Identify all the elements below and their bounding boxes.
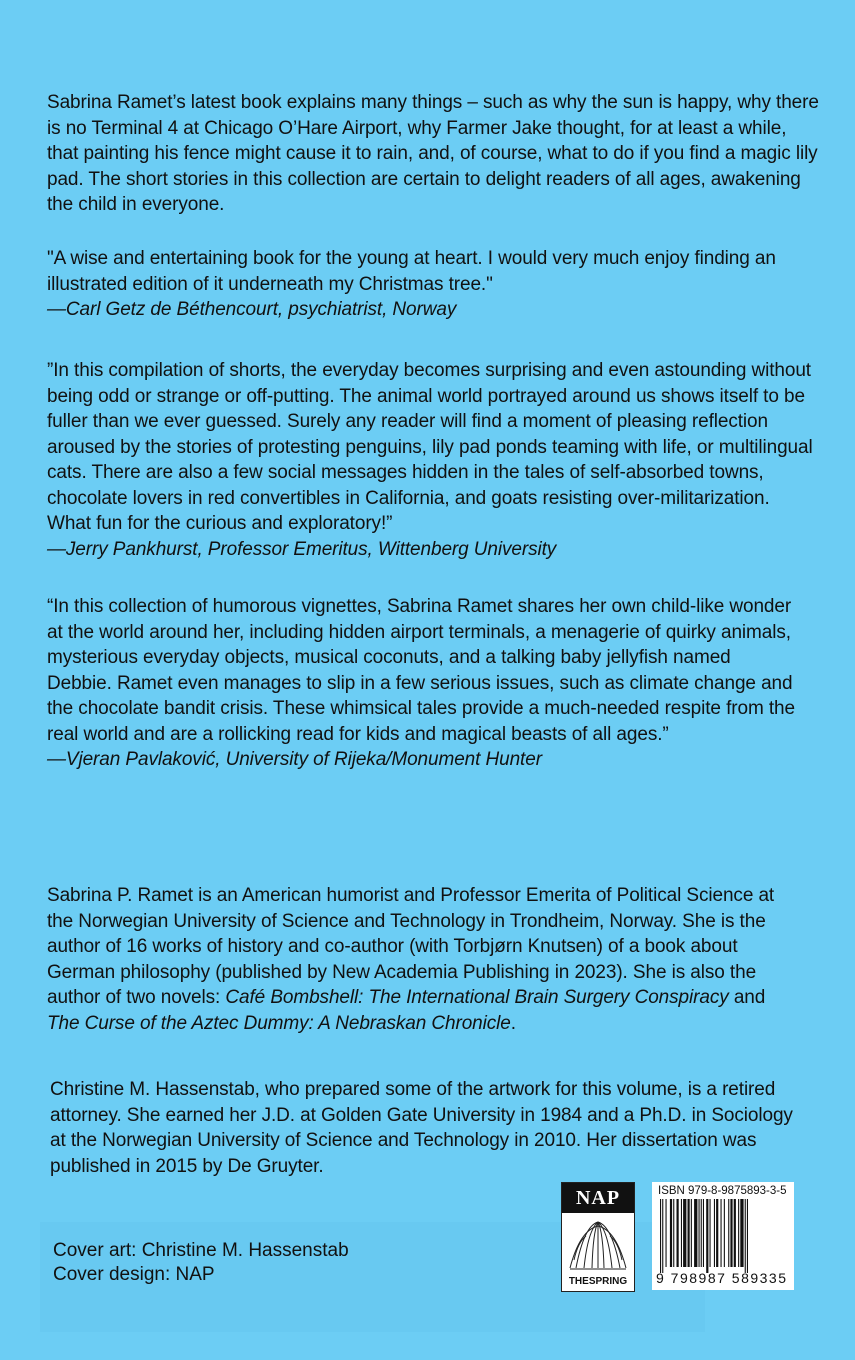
author-bio-and: and	[728, 987, 766, 1008]
novel-title-2: The Curse of the Aztec Dummy: A Nebraskan Chronicle	[47, 1012, 511, 1034]
barcode-stripe	[673, 1199, 674, 1267]
review-3	[47, 594, 799, 773]
barcode-stripe	[740, 1199, 743, 1267]
artist-bio	[50, 1077, 810, 1179]
barcode-stripe	[721, 1199, 722, 1267]
cover-art-credit: Cover art: Christine M. Hassenstab	[53, 1240, 349, 1261]
author-bio-text: Sabrina P. Ramet is an American humorist and Professor Emerita of Political Science at the Norwegian University of Science and Technology in Trondheim, Norway. She is the author of 16 works of history and co-author (with Torbjørn Knutsen) of a book about German philosophy (published by New Academia Publishing in 2023). She is also the author of two novels:	[47, 885, 775, 1008]
barcode-bars	[660, 1199, 786, 1273]
barcode-stripe	[734, 1199, 736, 1267]
review-quote: “In this collection of humorous vignettes, Sabrina Ramet shares her own child-like wonder at the world around her, including hidden airport terminals, a menagerie of quirky animals, mysterious everyday objects, musical coconuts, and a talking baby jellyfish named Debbie. Ramet even manages to slip in a few serious issues, such as climate change and the chocolate bandit crisis. These whimsical tales provide a much-needed respite from the real world and are a rollicking read for kids and magical beasts of all ages.”	[47, 596, 795, 745]
fountain-icon	[566, 1216, 630, 1272]
barcode-stripe	[666, 1199, 667, 1267]
isbn-label: ISBN 979-8-9875893-3-5	[658, 1185, 787, 1197]
barcode-stripe	[706, 1199, 708, 1273]
barcode-stripe	[730, 1199, 732, 1267]
barcode-stripe	[701, 1199, 702, 1267]
publisher-name: NAP	[562, 1183, 634, 1213]
barcode-stripe	[683, 1199, 686, 1267]
barcode-stripe	[716, 1199, 718, 1267]
barcode-stripe	[681, 1199, 682, 1267]
barcode-stripe	[691, 1199, 692, 1267]
publisher-logo	[561, 1182, 635, 1292]
cover-design-credit: Cover design: NAP	[53, 1264, 215, 1285]
barcode-stripe	[714, 1199, 715, 1267]
blurb-text: Sabrina Ramet’s latest book explains many things – such as why the sun is happy, why there is no Terminal 4 at Chicago O’Hare Airport, why Farmer Jake thought, for at least a while, that painting his fence might cause it to rain, and, of course, what to do if you find a magic lily pad. The short stories in this collection are certain to delight readers of all ages, awakening the child in everyone.	[47, 92, 819, 215]
barcode-stripe	[747, 1199, 748, 1273]
barcode-stripe	[724, 1199, 725, 1267]
author-bio-paragraph	[47, 883, 782, 1036]
review-attribution: —Vjeran Pavlaković, University of Rijeka/Monument Hunter	[47, 749, 542, 770]
barcode-stripe	[738, 1199, 739, 1267]
artist-bio-text: Christine M. Hassenstab, who prepared some of the artwork for this volume, is a retired attorney. She earned her J.D. at Golden Gate University in 1984 and a Ph.D. in Sociology at the Norwegian University of Science and Technology in 2010. Her dissertation was published in 2015 by De Gruyter.	[50, 1079, 793, 1177]
barcode-stripe	[728, 1199, 729, 1267]
barcode-stripe	[699, 1199, 700, 1267]
barcode-stripe	[660, 1199, 661, 1273]
review-1	[47, 246, 802, 323]
novel-title-1: Café Bombshell: The International Brain Surgery Conspiracy	[225, 987, 729, 1008]
review-attribution: —Jerry Pankhurst, Professor Emeritus, Wittenberg University	[47, 538, 557, 560]
barcode-stripe	[745, 1199, 746, 1273]
isbn-barcode	[652, 1182, 794, 1290]
review-2	[47, 358, 815, 562]
barcode-stripe	[694, 1199, 697, 1267]
barcode-stripe	[703, 1199, 704, 1267]
barcode-stripe	[677, 1199, 679, 1267]
review-quote: ”In this compilation of shorts, the everyday becomes surprising and even astounding without being odd or strange or off-putting. The animal world portrayed around us shows itself to be fuller than we ever guessed. Surely any reader will find a moment of pleasing reflection aroused by the stories of protesting penguins, lily pad ponds teaming with life, or multilingual cats. There are also a few social messages hidden in the tales of self-absorbed towns, chocolate lovers in red convertibles in California, and goats resisting over-militarization. What fun for the curious and exploratory!”	[47, 360, 813, 534]
review-attribution: —Carl Getz de Béthencourt, psychiatrist, Norway	[47, 299, 457, 320]
barcode-stripe	[688, 1199, 690, 1267]
author-bio	[47, 883, 782, 1036]
publisher-imprint: THESPRING	[562, 1273, 634, 1291]
barcode-digits: 9 798987 589335	[656, 1270, 788, 1286]
blurb	[47, 90, 819, 218]
review-quote: "A wise and entertaining book for the young at heart. I would very much enjoy finding an illustrated edition of it underneath my Christmas tree."	[47, 248, 776, 295]
author-bio-end: .	[510, 1012, 516, 1034]
barcode-stripe	[710, 1199, 711, 1267]
barcode-stripe	[670, 1199, 672, 1267]
barcode-stripe	[662, 1199, 663, 1273]
